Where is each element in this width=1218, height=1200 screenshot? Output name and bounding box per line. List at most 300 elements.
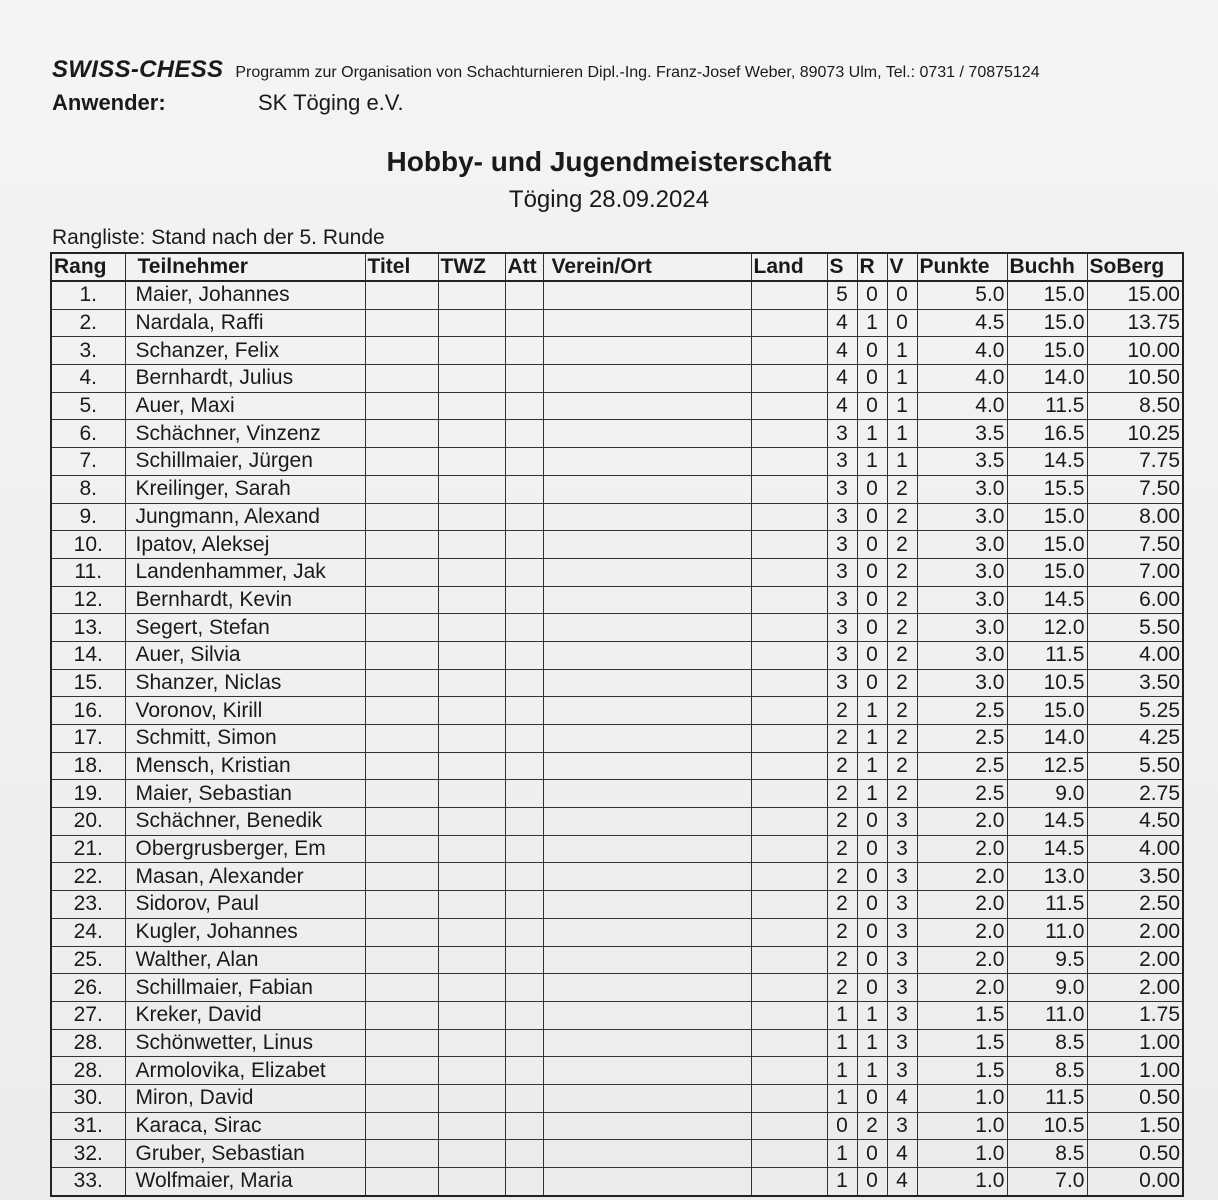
rank-cell: 26. [51, 974, 125, 1002]
titel-cell [365, 614, 438, 642]
buchholz-cell: 15.0 [1007, 281, 1087, 309]
twz-cell [438, 1001, 505, 1029]
name-cell: Armolovika, Elizabet [125, 1057, 365, 1085]
land-cell [751, 725, 827, 753]
wins-cell: 0 [827, 1112, 857, 1140]
buchholz-cell: 15.0 [1007, 309, 1087, 337]
wins-cell: 2 [827, 891, 857, 919]
twz-cell [438, 365, 505, 393]
ranking-caption: Rangliste: Stand nach der 5. Runde [52, 226, 385, 249]
col-header-teilnehmer: Teilnehmer [125, 253, 365, 281]
land-cell [751, 392, 827, 420]
wins-cell: 2 [827, 863, 857, 891]
rank-cell: 33. [51, 1168, 125, 1196]
sonneborn-berger-cell: 0.50 [1087, 1084, 1183, 1112]
points-cell: 2.0 [917, 918, 1007, 946]
col-header-twz: TWZ [438, 253, 505, 281]
wins-cell: 2 [827, 835, 857, 863]
buchholz-cell: 16.5 [1007, 420, 1087, 448]
draws-cell: 0 [857, 835, 887, 863]
sonneborn-berger-cell: 7.50 [1087, 475, 1183, 503]
col-header-buchh: Buchh [1007, 253, 1087, 281]
draws-cell: 1 [857, 1001, 887, 1029]
att-cell [505, 1168, 543, 1196]
att-cell [505, 669, 543, 697]
user-line [52, 90, 404, 116]
draws-cell: 1 [857, 697, 887, 725]
att-cell [505, 752, 543, 780]
points-cell: 2.5 [917, 780, 1007, 808]
titel-cell [365, 697, 438, 725]
name-cell: Segert, Stefan [125, 614, 365, 642]
draws-cell: 0 [857, 337, 887, 365]
land-cell [751, 835, 827, 863]
wins-cell: 4 [827, 392, 857, 420]
draws-cell: 0 [857, 863, 887, 891]
points-cell: 3.5 [917, 420, 1007, 448]
twz-cell [438, 752, 505, 780]
name-cell: Auer, Maxi [125, 392, 365, 420]
table-row [51, 1084, 1183, 1112]
att-cell [505, 780, 543, 808]
losses-cell: 0 [887, 281, 917, 309]
draws-cell: 0 [857, 669, 887, 697]
points-cell: 1.5 [917, 1029, 1007, 1057]
att-cell [505, 558, 543, 586]
verein-cell [543, 946, 751, 974]
draws-cell: 1 [857, 725, 887, 753]
sonneborn-berger-cell: 5.25 [1087, 697, 1183, 725]
name-cell: Shanzer, Niclas [125, 669, 365, 697]
land-cell [751, 420, 827, 448]
ranking-body [51, 281, 1183, 1196]
buchholz-cell: 15.5 [1007, 475, 1087, 503]
name-cell: Wolfmaier, Maria [125, 1168, 365, 1196]
wins-cell: 1 [827, 1029, 857, 1057]
draws-cell: 0 [857, 1084, 887, 1112]
att-cell [505, 503, 543, 531]
draws-cell: 0 [857, 503, 887, 531]
twz-cell [438, 641, 505, 669]
verein-cell [543, 780, 751, 808]
land-cell [751, 586, 827, 614]
verein-cell [543, 281, 751, 309]
buchholz-cell: 15.0 [1007, 531, 1087, 559]
table-row [51, 420, 1183, 448]
sonneborn-berger-cell: 7.00 [1087, 558, 1183, 586]
wins-cell: 2 [827, 918, 857, 946]
col-header-land: Land [751, 253, 827, 281]
losses-cell: 1 [887, 392, 917, 420]
sonneborn-berger-cell: 1.00 [1087, 1029, 1183, 1057]
verein-cell [543, 835, 751, 863]
rank-cell: 20. [51, 808, 125, 836]
att-cell [505, 974, 543, 1002]
att-cell [505, 1001, 543, 1029]
buchholz-cell: 9.0 [1007, 974, 1087, 1002]
points-cell: 2.0 [917, 835, 1007, 863]
titel-cell [365, 1029, 438, 1057]
points-cell: 4.0 [917, 365, 1007, 393]
buchholz-cell: 11.0 [1007, 918, 1087, 946]
att-cell [505, 725, 543, 753]
twz-cell [438, 918, 505, 946]
rank-cell: 8. [51, 475, 125, 503]
draws-cell: 0 [857, 918, 887, 946]
sonneborn-berger-cell: 10.50 [1087, 365, 1183, 393]
att-cell [505, 863, 543, 891]
titel-cell [365, 1057, 438, 1085]
rank-cell: 11. [51, 558, 125, 586]
buchholz-cell: 9.5 [1007, 946, 1087, 974]
verein-cell [543, 420, 751, 448]
titel-cell [365, 891, 438, 919]
sonneborn-berger-cell: 1.50 [1087, 1112, 1183, 1140]
table-row [51, 586, 1183, 614]
rank-cell: 32. [51, 1140, 125, 1168]
titel-cell [365, 392, 438, 420]
titel-cell [365, 725, 438, 753]
draws-cell: 0 [857, 586, 887, 614]
wins-cell: 2 [827, 725, 857, 753]
table-row [51, 1140, 1183, 1168]
verein-cell [543, 1112, 751, 1140]
points-cell: 3.0 [917, 503, 1007, 531]
name-cell: Schmitt, Simon [125, 725, 365, 753]
brand-name: SWISS-CHESS [52, 56, 224, 83]
losses-cell: 4 [887, 1084, 917, 1112]
wins-cell: 3 [827, 669, 857, 697]
points-cell: 1.0 [917, 1112, 1007, 1140]
table-row [51, 531, 1183, 559]
land-cell [751, 669, 827, 697]
land-cell [751, 1057, 827, 1085]
wins-cell: 1 [827, 1084, 857, 1112]
wins-cell: 2 [827, 697, 857, 725]
name-cell: Schillmaier, Jürgen [125, 448, 365, 476]
name-cell: Schönwetter, Linus [125, 1029, 365, 1057]
draws-cell: 1 [857, 309, 887, 337]
sonneborn-berger-cell: 2.00 [1087, 974, 1183, 1002]
program-header [52, 56, 1040, 84]
land-cell [751, 503, 827, 531]
wins-cell: 3 [827, 531, 857, 559]
sonneborn-berger-cell: 0.00 [1087, 1168, 1183, 1196]
table-row [51, 725, 1183, 753]
land-cell [751, 1140, 827, 1168]
wins-cell: 2 [827, 780, 857, 808]
name-cell: Voronov, Kirill [125, 697, 365, 725]
name-cell: Kreker, David [125, 1001, 365, 1029]
land-cell [751, 946, 827, 974]
wins-cell: 3 [827, 420, 857, 448]
losses-cell: 3 [887, 863, 917, 891]
name-cell: Kugler, Johannes [125, 918, 365, 946]
sonneborn-berger-cell: 4.50 [1087, 808, 1183, 836]
draws-cell: 0 [857, 365, 887, 393]
table-row [51, 1001, 1183, 1029]
sonneborn-berger-cell: 0.50 [1087, 1140, 1183, 1168]
rank-cell: 28. [51, 1029, 125, 1057]
sonneborn-berger-cell: 2.00 [1087, 918, 1183, 946]
table-row [51, 697, 1183, 725]
col-header-att: Att [505, 253, 543, 281]
buchholz-cell: 15.0 [1007, 503, 1087, 531]
twz-cell [438, 891, 505, 919]
land-cell [751, 531, 827, 559]
twz-cell [438, 1057, 505, 1085]
wins-cell: 2 [827, 752, 857, 780]
table-row [51, 835, 1183, 863]
sonneborn-berger-cell: 3.50 [1087, 863, 1183, 891]
draws-cell: 0 [857, 614, 887, 642]
table-row [51, 1057, 1183, 1085]
wins-cell: 2 [827, 946, 857, 974]
att-cell [505, 697, 543, 725]
att-cell [505, 448, 543, 476]
table-row [51, 946, 1183, 974]
buchholz-cell: 15.0 [1007, 697, 1087, 725]
losses-cell: 3 [887, 808, 917, 836]
losses-cell: 3 [887, 918, 917, 946]
land-cell [751, 918, 827, 946]
draws-cell: 0 [857, 1140, 887, 1168]
verein-cell [543, 697, 751, 725]
rank-cell: 14. [51, 641, 125, 669]
twz-cell [438, 974, 505, 1002]
twz-cell [438, 448, 505, 476]
draws-cell: 1 [857, 752, 887, 780]
losses-cell: 1 [887, 448, 917, 476]
att-cell [505, 337, 543, 365]
sonneborn-berger-cell: 10.00 [1087, 337, 1183, 365]
losses-cell: 0 [887, 309, 917, 337]
wins-cell: 2 [827, 808, 857, 836]
land-cell [751, 1001, 827, 1029]
att-cell [505, 1029, 543, 1057]
land-cell [751, 365, 827, 393]
sonneborn-berger-cell: 1.75 [1087, 1001, 1183, 1029]
losses-cell: 3 [887, 1112, 917, 1140]
land-cell [751, 780, 827, 808]
verein-cell [543, 503, 751, 531]
rank-cell: 15. [51, 669, 125, 697]
buchholz-cell: 9.0 [1007, 780, 1087, 808]
buchholz-cell: 14.5 [1007, 808, 1087, 836]
twz-cell [438, 946, 505, 974]
draws-cell: 0 [857, 1168, 887, 1196]
verein-cell [543, 808, 751, 836]
sonneborn-berger-cell: 7.75 [1087, 448, 1183, 476]
name-cell: Nardala, Raffi [125, 309, 365, 337]
rank-cell: 13. [51, 614, 125, 642]
losses-cell: 2 [887, 669, 917, 697]
att-cell [505, 420, 543, 448]
twz-cell [438, 558, 505, 586]
draws-cell: 0 [857, 946, 887, 974]
twz-cell [438, 835, 505, 863]
verein-cell [543, 1001, 751, 1029]
ranking-table [50, 252, 1184, 1197]
rank-cell: 23. [51, 891, 125, 919]
land-cell [751, 1168, 827, 1196]
verein-cell [543, 614, 751, 642]
att-cell [505, 808, 543, 836]
wins-cell: 1 [827, 1140, 857, 1168]
verein-cell [543, 1168, 751, 1196]
points-cell: 1.0 [917, 1084, 1007, 1112]
verein-cell [543, 1140, 751, 1168]
buchholz-cell: 8.5 [1007, 1029, 1087, 1057]
losses-cell: 2 [887, 503, 917, 531]
points-cell: 3.0 [917, 531, 1007, 559]
buchholz-cell: 14.5 [1007, 586, 1087, 614]
verein-cell [543, 531, 751, 559]
wins-cell: 4 [827, 365, 857, 393]
draws-cell: 0 [857, 974, 887, 1002]
table-row [51, 780, 1183, 808]
sonneborn-berger-cell: 4.00 [1087, 641, 1183, 669]
losses-cell: 2 [887, 614, 917, 642]
table-row [51, 365, 1183, 393]
points-cell: 2.0 [917, 863, 1007, 891]
col-header-v: V [887, 253, 917, 281]
buchholz-cell: 7.0 [1007, 1168, 1087, 1196]
wins-cell: 3 [827, 448, 857, 476]
col-header-soberg: SoBerg [1087, 253, 1183, 281]
table-row [51, 337, 1183, 365]
land-cell [751, 1084, 827, 1112]
table-row [51, 1168, 1183, 1196]
name-cell: Bernhardt, Kevin [125, 586, 365, 614]
twz-cell [438, 281, 505, 309]
land-cell [751, 808, 827, 836]
titel-cell [365, 946, 438, 974]
user-label: Anwender: [52, 90, 166, 115]
buchholz-cell: 10.5 [1007, 669, 1087, 697]
att-cell [505, 946, 543, 974]
losses-cell: 2 [887, 531, 917, 559]
sonneborn-berger-cell: 2.75 [1087, 780, 1183, 808]
titel-cell [365, 337, 438, 365]
land-cell [751, 974, 827, 1002]
table-row [51, 641, 1183, 669]
table-row [51, 281, 1183, 309]
buchholz-cell: 15.0 [1007, 337, 1087, 365]
sonneborn-berger-cell: 5.50 [1087, 614, 1183, 642]
rank-cell: 3. [51, 337, 125, 365]
verein-cell [543, 918, 751, 946]
table-row [51, 974, 1183, 1002]
titel-cell [365, 1084, 438, 1112]
titel-cell [365, 1001, 438, 1029]
wins-cell: 4 [827, 309, 857, 337]
draws-cell: 1 [857, 1057, 887, 1085]
rank-cell: 30. [51, 1084, 125, 1112]
buchholz-cell: 14.5 [1007, 835, 1087, 863]
points-cell: 2.5 [917, 725, 1007, 753]
buchholz-cell: 15.0 [1007, 558, 1087, 586]
titel-cell [365, 641, 438, 669]
twz-cell [438, 337, 505, 365]
verein-cell [543, 392, 751, 420]
draws-cell: 0 [857, 281, 887, 309]
col-header-rang: Rang [51, 253, 125, 281]
points-cell: 1.0 [917, 1140, 1007, 1168]
losses-cell: 3 [887, 891, 917, 919]
wins-cell: 1 [827, 1057, 857, 1085]
tournament-title: Hobby- und Jugendmeisterschaft [386, 146, 832, 177]
rank-cell: 10. [51, 531, 125, 559]
draws-cell: 0 [857, 558, 887, 586]
rank-cell: 22. [51, 863, 125, 891]
titel-cell [365, 309, 438, 337]
table-row [51, 918, 1183, 946]
user-value: SK Töging e.V. [258, 90, 404, 115]
titel-cell [365, 918, 438, 946]
sonneborn-berger-cell: 3.50 [1087, 669, 1183, 697]
wins-cell: 1 [827, 1001, 857, 1029]
points-cell: 1.5 [917, 1001, 1007, 1029]
buchholz-cell: 11.5 [1007, 641, 1087, 669]
titel-cell [365, 558, 438, 586]
att-cell [505, 1057, 543, 1085]
draws-cell: 0 [857, 392, 887, 420]
name-cell: Masan, Alexander [125, 863, 365, 891]
losses-cell: 2 [887, 641, 917, 669]
att-cell [505, 365, 543, 393]
rank-cell: 5. [51, 392, 125, 420]
twz-cell [438, 531, 505, 559]
twz-cell [438, 309, 505, 337]
losses-cell: 2 [887, 725, 917, 753]
att-cell [505, 392, 543, 420]
twz-cell [438, 503, 505, 531]
titel-cell [365, 752, 438, 780]
att-cell [505, 475, 543, 503]
att-cell [505, 309, 543, 337]
titel-cell [365, 586, 438, 614]
verein-cell [543, 309, 751, 337]
twz-cell [438, 420, 505, 448]
twz-cell [438, 1112, 505, 1140]
rank-cell: 17. [51, 725, 125, 753]
table-row [51, 1112, 1183, 1140]
att-cell [505, 918, 543, 946]
verein-cell [543, 1057, 751, 1085]
name-cell: Schillmaier, Fabian [125, 974, 365, 1002]
losses-cell: 3 [887, 1001, 917, 1029]
wins-cell: 3 [827, 586, 857, 614]
verein-cell [543, 863, 751, 891]
losses-cell: 4 [887, 1168, 917, 1196]
rank-cell: 7. [51, 448, 125, 476]
rank-cell: 25. [51, 946, 125, 974]
sonneborn-berger-cell: 5.50 [1087, 752, 1183, 780]
wins-cell: 1 [827, 1168, 857, 1196]
twz-cell [438, 863, 505, 891]
land-cell [751, 697, 827, 725]
att-cell [505, 835, 543, 863]
points-cell: 1.0 [917, 1168, 1007, 1196]
verein-cell [543, 448, 751, 476]
name-cell: Kreilinger, Sarah [125, 475, 365, 503]
table-row [51, 558, 1183, 586]
table-row [51, 891, 1183, 919]
points-cell: 2.5 [917, 752, 1007, 780]
land-cell [751, 1029, 827, 1057]
rank-cell: 6. [51, 420, 125, 448]
